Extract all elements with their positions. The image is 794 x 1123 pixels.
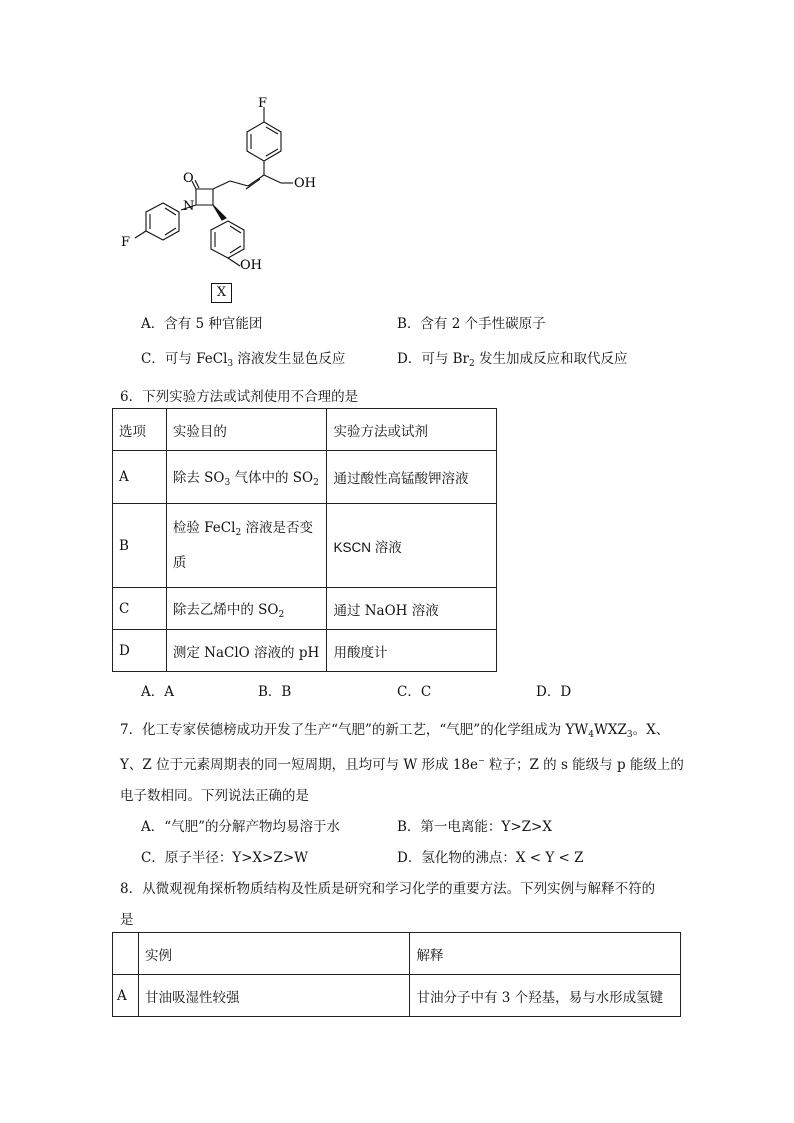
q5-option-c-post: 溶液发生显色反应 [233,351,346,367]
q6-row-b-method: KSCN 溶液 [327,504,497,588]
q6-row-b-purpose-post: 溶液是否变 [241,520,313,536]
q8-row-a-option: A [113,975,139,1017]
table-row [113,451,497,504]
q5-option-b: B．含有 2 个手性碳原子 [397,316,546,332]
q7-stem-line3: 电子数相同。下列说法正确的是 [120,788,309,804]
q6-answer-d: D．D [536,684,572,700]
q6-row-c-option: C [113,588,167,630]
q7-option-a: A．“气肥”的分解产物均易溶于水 [141,819,341,835]
q8-stem-line2: 是 [120,912,134,928]
q8-table-header [113,933,681,975]
q6-row-d-option: D [113,630,167,672]
q7-line1-sub1: 4 [588,730,595,740]
q5-option-c-sub: 3 [227,359,234,369]
q6-answer-a: A．A [141,684,174,700]
top-phenyl-ring [247,122,281,161]
q6-row-b-purpose [166,504,327,588]
q7-option-d: D．氢化物的沸点：X < Y < Z [397,850,584,866]
q8-header-explanation: 解释 [410,933,681,975]
q6-row-b-option: B [113,504,167,588]
atom-o: O [183,171,194,186]
q6-row-c-purpose-sub: 2 [278,609,285,620]
q6-row-b-purpose-line2: 质 [172,555,187,571]
q5-option-d-sub: 2 [469,359,475,369]
molecule-label-box: X [211,283,232,303]
left-phenyl-ring [146,203,179,240]
q6-header-option: 选项 [113,409,167,451]
q5-option-a: A．含有 5 种官能团 [141,316,263,332]
bottom-phenyl-ring [211,221,244,258]
q6-row-c-purpose-pre: 除去乙烯中的 SO [172,601,279,618]
q8-table [112,932,681,1017]
q8-header-option [113,933,139,975]
q6-row-a-option: A [113,451,167,504]
q7-line1-pre: 7．化工专家侯德榜成功开发了生产“气肥”的新工艺，“气肥”的化学组成为 YW [120,722,589,738]
q6-row-a-purpose-sub1: 3 [224,478,231,488]
table-row [113,975,681,1017]
q7-line2-sup: − [478,756,485,765]
q7-line1-mid: WXZ [594,722,627,738]
q5-option-c-pre: C．可与 FeCl [141,351,228,367]
q5-option-d [397,347,628,369]
q7-option-b: B．第一电离能：Y>Z>X [397,819,552,835]
q8-row-a-explanation: 甘油分子中有 3 个羟基，易与水形成氢键 [410,975,681,1017]
q6-row-b-purpose-pre: 检验 FeCl [172,520,236,536]
q6-header-method: 实验方法或试剂 [327,409,497,451]
table-row [113,504,497,588]
molecule-x-structure [0,0,794,300]
q6-row-a-purpose-pre: 除去 SO [172,470,225,486]
q6-row-a-method: 通过酸性高锰酸钾溶液 [327,451,497,504]
q6-answer-c: C．C [397,684,432,700]
q6-row-a-purpose-sub2: 2 [313,478,319,488]
q5-option-d-pre: D．可与 Br [397,351,469,367]
beta-lactam-ring [196,189,213,205]
q8-row-a-example: 甘油吸湿性较强 [138,975,409,1017]
q6-stem: 6．下列实验方法或试剂使用不合理的是 [120,389,359,405]
q6-table [112,408,497,672]
q7-line1-sub2: 3 [626,730,633,740]
q6-row-c-purpose [166,588,327,630]
q6-row-d-method: 用酸度计 [327,630,497,672]
q6-row-a-purpose [166,451,327,504]
atom-oh-bottom: OH [240,258,262,273]
atom-f-top: F [258,96,268,111]
q6-row-b-purpose-sub: 2 [235,528,242,538]
q7-stem-line2 [120,753,684,773]
atom-n: N [183,199,195,214]
q5-option-c [141,347,345,369]
q8-header-example: 实例 [138,933,409,975]
q6-row-a-purpose-mid: 气体中的 SO [230,470,314,486]
q7-line2-pre: Y、Z 位于元素周期表的同一短周期，且均可与 W 形成 18e [120,757,478,773]
q7-stem-line1 [120,718,669,740]
q7-option-c: C．原子半径：Y>X>Z>W [141,850,309,866]
q6-answer-b: B．B [258,684,292,700]
table-row [113,588,497,630]
q6-row-c-method: 通过 NaOH 溶液 [327,588,497,630]
q6-row-d-purpose: 测定 NaClO 溶液的 pH [166,630,327,672]
q5-option-d-post: 发生加成反应和取代反应 [474,351,628,367]
q6-table-header [113,409,497,451]
table-row [113,630,497,672]
q6-header-purpose: 实验目的 [166,409,327,451]
atom-f-left: F [121,235,131,250]
q7-line2-post: 粒子；Z 的 s 能级与 p 能级上的 [484,757,684,773]
q8-stem-line1: 8．从微观视角探析物质结构及性质是研究和学习化学的重要方法。下列实例与解释不符的 [120,881,656,897]
atom-oh-right: OH [294,176,316,191]
q7-line1-post: 。X、 [632,722,670,738]
